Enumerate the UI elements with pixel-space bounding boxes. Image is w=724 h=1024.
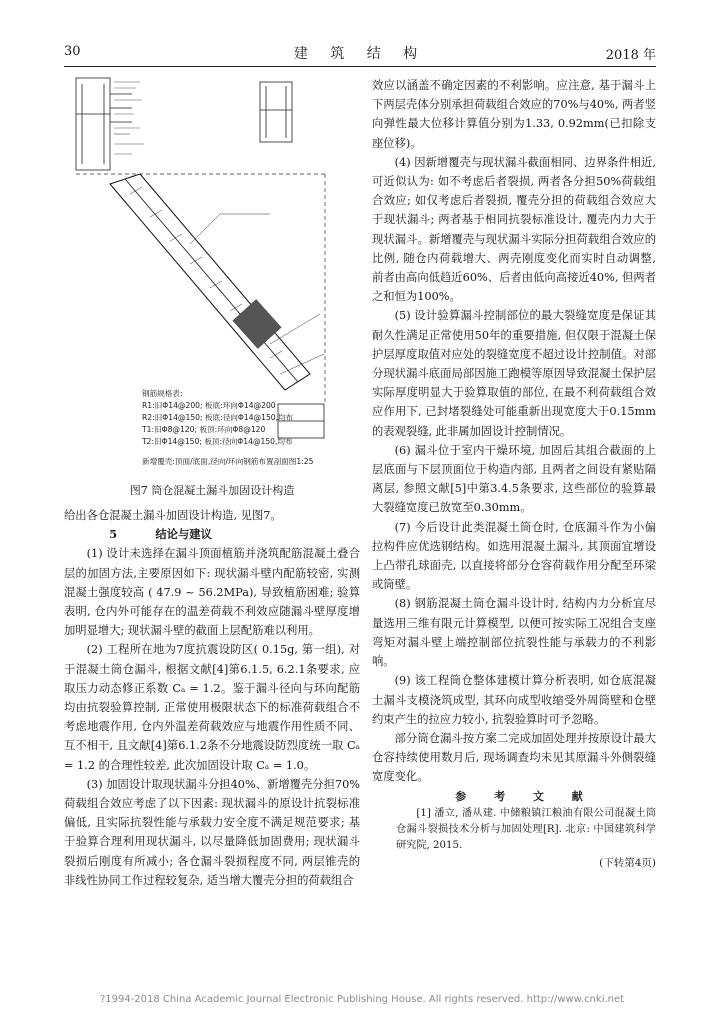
- hopper-section-drawing: [70, 74, 360, 474]
- legend-item: R2:旧Φ14@150; 板底:径向Φ14@150,均布: [142, 413, 294, 422]
- legend-item: R1:旧Φ14@200; 板底:环向Φ14@200: [142, 401, 276, 410]
- legend-item: T2:旧Φ14@150; 板顶:径向Φ14@150,均布: [142, 437, 293, 446]
- legend-item: T1:旧Φ8@120; 板顶:环向Φ8@120: [142, 425, 266, 434]
- page-header: [64, 44, 656, 66]
- conclusion-1: (1) 设计未选择在漏斗顶面植筋并浇筑配筋混凝土叠合层的加固方法,主要原因如下: 现状漏斗壁内配筋较密, 实测混凝土强度较高 ( 47.9 ~ 56.2MPa), 导致植筋困难; 验算表明, 仓内外可能存在的温差荷载不利效应随漏斗壁厚度增加明显增大; 现状漏斗壁的截面上层配筋难以利用。: [64, 547, 360, 638]
- legend-title: 钢筋规格表:: [142, 389, 183, 398]
- page-number: 30: [64, 44, 81, 59]
- header-rule: [64, 66, 656, 67]
- section-heading: [64, 525, 360, 544]
- hopper-wall: [110, 174, 310, 390]
- closing-remark: 部分筒仓漏斗按方案二完成加固处理并按原设计最大仓容持续使用数月后, 现场调查均未见其原漏斗外侧裂缝宽度变化。: [372, 731, 656, 784]
- conclusion-9: (9) 该工程筒仓整体建模计算分析表明, 如仓底混凝土漏斗支模浇筑成型, 其环向成型收缩受外周筒壁和仓壁约束产生的拉应力较小, 抗裂验算时可予忽略。: [372, 674, 656, 726]
- legend-note: 新增覆壳:顶面/底面,径向/环向钢筋布置剖面图1:25: [142, 457, 314, 466]
- section-number: 5: [109, 527, 118, 542]
- conclusion-4: (4) 因新增覆壳与现状漏斗截面相同、边界条件相近, 可近似认为: 如不考虑后者裂损, 两者各分担50%荷载组合效应; 如仅考虑后者裂损, 覆壳分担的荷载组合效应大于现状漏斗; 两者基于相同抗裂标准设计, 覆壳内力大于现状漏斗。新增覆壳与现状漏斗实际分担荷载组合效应的比例, 随仓内荷载增大、两壳刚度变化而实时自动调整, 前者由高向低趋近60%、后者由低向高接近40%, 但两者之和恒为100%。: [372, 155, 656, 304]
- conclusion-3: (3) 加固设计取现状漏斗分担40%、新增覆壳分担70%荷载组合效应考虑了以下因素: 现状漏斗的原设计抗裂标准偏低, 且实际抗裂性能与承载力安全度不满足规范要求; 基于验算合理利用现状漏斗, 以尽量降低加固费用; 现状漏斗裂损后刚度有所减小; 各仓漏斗裂损程度不同, 两层锥壳的非线性协同工作过程较复杂, 适当增大覆壳分担的荷载组合: [64, 777, 360, 887]
- journal-year: 2018 年: [605, 48, 656, 63]
- left-column: [64, 506, 360, 890]
- figure-reference-text: 给出各仓混凝土漏斗加固设计构造, 见图7。: [64, 509, 282, 522]
- right-column: [372, 76, 656, 873]
- conclusion-3-continued: 效应以涵盖不确定因素的不利影响。应注意, 基于漏斗上下两层壳体分别承担荷载组合效应的70%与40%, 两者竖向弹性最大位移计算值分别为1.33, 0.92mm(已扣除支座位移)。: [372, 79, 656, 150]
- reference-1: [1] 潘立, 潘从建. 中储粮镇江粮油有限公司混凝土筒仓漏斗裂损技术分析与加固处理[R]. 北京: 中国建筑科学研究院, 2015.: [396, 807, 656, 851]
- conclusion-8: (8) 钢筋混凝土筒仓漏斗设计时, 结构内力分析宜尽量选用三维有限元计算模型, 以便可按实际工况组合支座弯矩对漏斗壁上端控制部位抗裂性能与承载力的不利影响。: [372, 597, 656, 669]
- section-title: 结论与建议: [155, 527, 212, 542]
- conclusion-7: (7) 今后设计此类混凝土筒仓时, 仓底漏斗作为小偏拉构件应优选钢结构。如选用混凝土漏斗, 其顶面宜增设上凸带孔球面壳, 以直接将部分仓容荷载作用分配至环梁或筒壁。: [372, 520, 656, 592]
- copyright-footer: ?1994-2018 China Academic Journal Electronic Publishing House. All rights reserved. http://www.cnki.net: [99, 994, 625, 1005]
- conclusion-2: (2) 工程所在地为7度抗震设防区( 0.15g, 第一组), 对于混凝土筒仓漏斗, 根据文献[4]第6.1.5, 6.2.1条要求, 应取压力动态修正系数 Cₐ = 1.2。鉴于漏斗径向与环向配筋均由抗裂验算控制, 正常使用极限状态下的标准荷载组合不考虑地震作用, 仓内外温差荷载效应与地震作用性质不同、互不相干, 且文献[4]第6.1.2条不分地震设防烈度统一取 Cₐ = 1.2 的合理性较差, 此次加固设计取 Cₐ = 1.0。: [64, 643, 360, 772]
- wall-junction-detail: [260, 82, 292, 142]
- references-heading: 参 考 文 献: [455, 789, 595, 803]
- conclusion-5: (5) 设计验算漏斗控制部位的最大裂缝宽度是保证其耐久性满足正常使用50年的重要措施, 但仅限于混凝土保护层厚度取值对应处的裂缝宽度不超过设计控制值。对部分现状漏斗底面局部因施工跑模等原因导致混凝土保护层实际厚度明显大于验算取值的部位, 在最不利荷载组合效应作用下, 已封堵裂缝处可能重新出现宽度大于0.15mm的表观裂缝, 此非属加固设计控制情况。: [372, 309, 656, 438]
- continued-note: (下转第4页): [599, 856, 656, 869]
- journal-name: 建 筑 结 构: [293, 46, 427, 62]
- rebar-legend: [141, 388, 314, 466]
- conclusion-6: (6) 漏斗位于室内干燥环境, 加固后其组合截面的上层底面与下层顶面位于构造内部, 且两者之间设有紧贴隔离层, 参照文献[5]中第3.4.5条要求, 这些部位的验算最大裂缝宽度已放宽至0.30mm。: [372, 443, 656, 515]
- figure-caption: 图7 筒仓混凝土漏斗加固设计构造: [129, 484, 295, 497]
- ring-beam-detail: [76, 78, 132, 170]
- figure-7-drawing: [70, 74, 360, 474]
- annotation-marks: [114, 82, 144, 154]
